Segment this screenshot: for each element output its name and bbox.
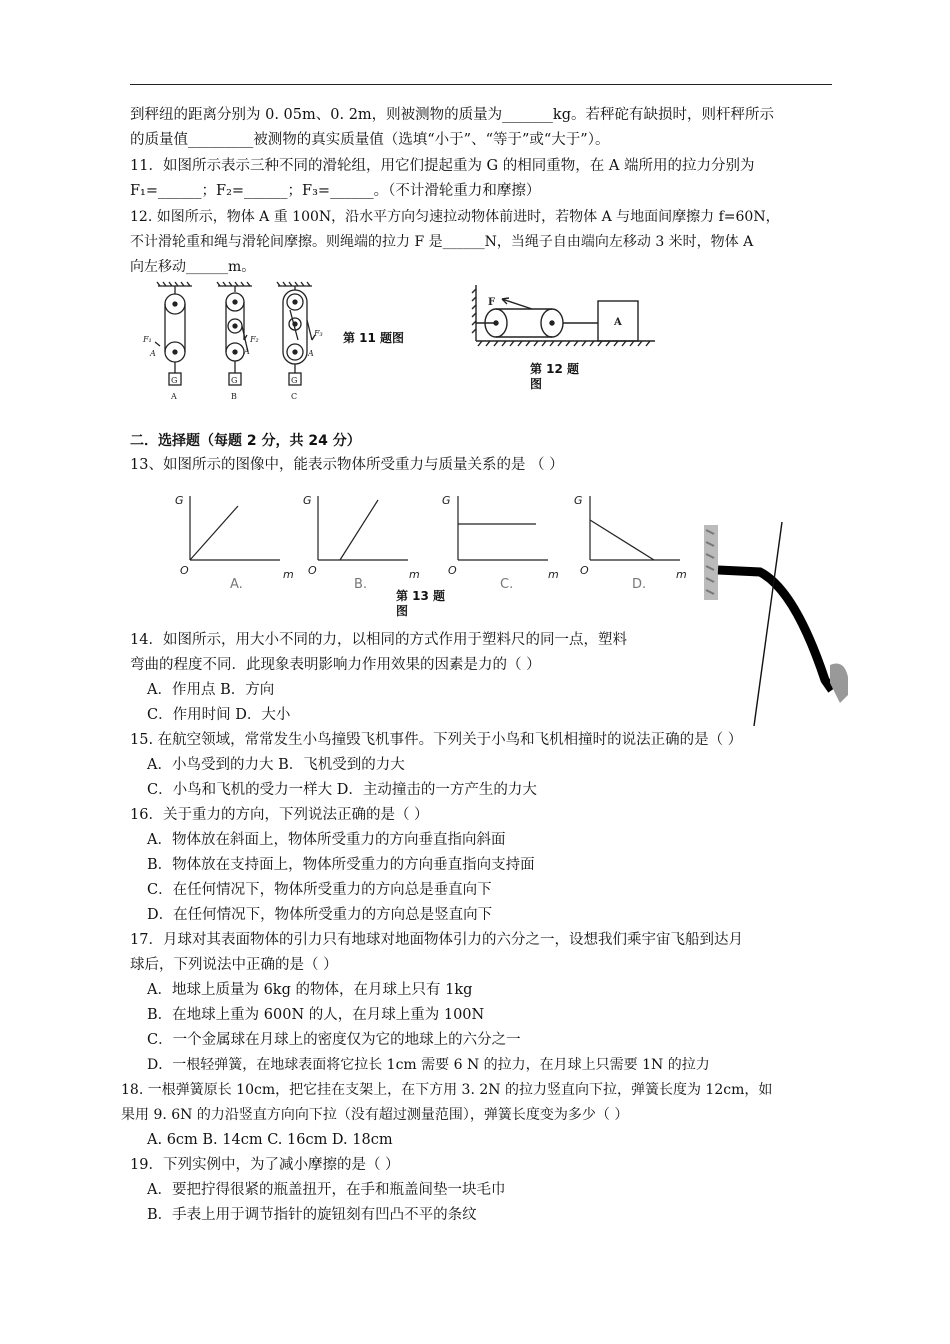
q14-stem-2: 弯曲的程度不同．此现象表明影响力作用效果的因素是力的（ ） <box>130 657 541 673</box>
q18-stem-2: 果用 9. 6N 的力沿竖直方向向下拉（没有超过测量范围），弹簧长度变为多少（ ） <box>121 1107 629 1123</box>
pulley-label-c: C <box>291 392 298 401</box>
q15-stem: 15. 在航空领域，常常发生小鸟撞毁飞机事件。下列关于小鸟和飞机相撞时的说法正确的是（ ） <box>130 732 743 748</box>
graph-b-origin: O <box>308 564 317 577</box>
fig11-caption: 第 11 题图 <box>343 331 405 345</box>
weight-label-b: G <box>231 376 238 385</box>
graph-a-y-label: G <box>175 494 184 507</box>
q18-stem-1: 18. 一根弹簧原长 10cm，把它挂在支架上，在下方用 3. 2N 的拉力竖直向下拉，弹簧长度为 12cm，如 <box>121 1082 773 1098</box>
end-label-b: A <box>244 347 250 356</box>
graph-d-origin: O <box>580 564 589 577</box>
q16-option-a: A．物体放在斜面上，物体所受重力的方向垂直指向斜面 <box>147 832 506 848</box>
q12-line-3: 向左移动______m。 <box>130 259 256 275</box>
q12-line-1: 12. 如图所示，物体 A 重 100N，沿水平方向匀速拉动物体前进时，若物体 A 与地面间摩擦力 f=60N， <box>130 209 780 225</box>
fig13-caption-1: 第 13 题 <box>396 589 446 603</box>
weight-label-c: G <box>291 376 298 385</box>
force-label-3: F₃ <box>314 329 323 338</box>
graph-c-origin: O <box>448 564 457 577</box>
q19-option-b: B．手表上用于调节指针的旋钮刻有凹凸不平的条纹 <box>147 1207 477 1223</box>
graph-b-x-label: m <box>409 568 420 581</box>
graph-d-y-label: G <box>574 494 583 507</box>
q16-option-d: D．在任何情况下，物体所受重力的方向总是竖直向下 <box>147 907 493 923</box>
q16-option-c: C．在任何情况下，物体所受重力的方向总是垂直向下 <box>147 882 492 898</box>
section-2-heading: 二．选择题（每题 2 分，共 24 分） <box>130 433 361 449</box>
q18-options: A. 6cm B. 14cm C. 16cm D. 18cm <box>147 1132 393 1148</box>
fig13-caption-2: 图 <box>396 604 409 618</box>
graph-c-option: C. <box>500 577 514 592</box>
q12-line-2: 不计滑轮重和绳与滑轮间摩擦。则绳端的拉力 F 是______N，当绳子自由端向左移动 3 米时，物体 A <box>130 234 754 250</box>
q10-line-1: 到秤纽的距离分别为 0. 05m、0. 2m，则被测物的质量为_______kg。若秤砣有缺损时，则杆秤所示 <box>130 107 774 123</box>
q16-stem: 16．关于重力的方向，下列说法正确的是（ ） <box>130 807 429 823</box>
graph-b-y-label: G <box>303 494 312 507</box>
graph-a-option: A. <box>230 577 243 592</box>
q19-option-a: A．要把拧得很紧的瓶盖扭开，在手和瓶盖间垫一块毛巾 <box>147 1182 506 1198</box>
q14-options-ab: A．作用点 B．方向 <box>147 682 275 698</box>
graph-a-origin: O <box>180 564 189 577</box>
q10-line-2: 的质量值_________被测物的真实质量值（选填“小于”、“等于”或“大于”）。 <box>130 132 610 148</box>
graph-b-option: B. <box>354 577 368 592</box>
pulley-label-b: B <box>231 392 237 401</box>
q15-options-cd: C．小鸟和飞机的受力一样大 D．主动撞击的一方产生的力大 <box>147 782 537 798</box>
graph-d-x-label: m <box>676 568 687 581</box>
q17-stem-1: 17．月球对其表面物体的引力只有地球对地面物体引力的六分之一，设想我们乘宇宙飞船到达月 <box>130 932 743 948</box>
header-rule <box>130 84 832 85</box>
fig12-horizontal-pulley <box>470 283 660 355</box>
fig13-graphs <box>170 488 710 593</box>
fig12-caption-1: 第 12 题 <box>530 362 580 376</box>
q15-options-ab: A．小鸟受到的力大 B．飞机受到的力大 <box>147 757 405 773</box>
q17-option-a: A．地球上质量为 6kg 的物体，在月球上只有 1kg <box>147 982 473 998</box>
graph-c-y-label: G <box>442 494 451 507</box>
q17-option-d: D．一根轻弹簧，在地球表面将它拉长 1cm 需要 6 N 的拉力，在月球上只需要 1N 的拉力 <box>147 1057 710 1073</box>
q11-line-2: F₁=______；F₂=______；F₃=______。（不计滑轮重力和摩擦） <box>130 183 541 199</box>
fig11-pulley-systems <box>140 280 340 405</box>
q14-stem-1: 14．如图所示，用大小不同的力，以相同的方式作用于塑料尺的同一点，塑料 <box>130 632 627 648</box>
q17-stem-2: 球后，下列说法中正确的是（ ） <box>130 957 338 973</box>
q14-options-cd: C．作用时间 D．大小 <box>147 707 291 723</box>
q11-line-1: 11．如图所示表示三种不同的滑轮组，用它们提起重为 G 的相同重物，在 A 端所用的拉力分别为 <box>130 158 755 174</box>
q17-option-c: C．一个金属球在月球上的密度仅为它的地球上的六分之一 <box>147 1032 521 1048</box>
weight-label-a: G <box>171 376 178 385</box>
graph-d-option: D. <box>632 577 647 592</box>
force-label-1: F₁ <box>143 335 152 344</box>
fig12-force-label: F <box>488 297 496 308</box>
graph-a-x-label: m <box>283 568 294 581</box>
q19-stem: 19．下列实例中，为了减小摩擦的是（ ） <box>130 1157 400 1173</box>
pulley-label-a: A <box>171 392 177 401</box>
force-label-2: F₂ <box>250 335 259 344</box>
end-label-c: A <box>308 349 314 358</box>
end-label-a: A <box>150 349 156 358</box>
fig14-bent-ruler <box>700 520 852 735</box>
fig12-caption-2: 图 <box>530 377 543 391</box>
q17-option-b: B．在地球上重为 600N 的人，在月球上重为 100N <box>147 1007 485 1023</box>
q13-stem: 13、如图所示的图像中，能表示物体所受重力与质量关系的是 （ ） <box>130 457 564 473</box>
graph-c-x-label: m <box>548 568 559 581</box>
q16-option-b: B．物体放在支持面上，物体所受重力的方向垂直指向支持面 <box>147 857 535 873</box>
fig12-block-label: A <box>614 317 622 328</box>
